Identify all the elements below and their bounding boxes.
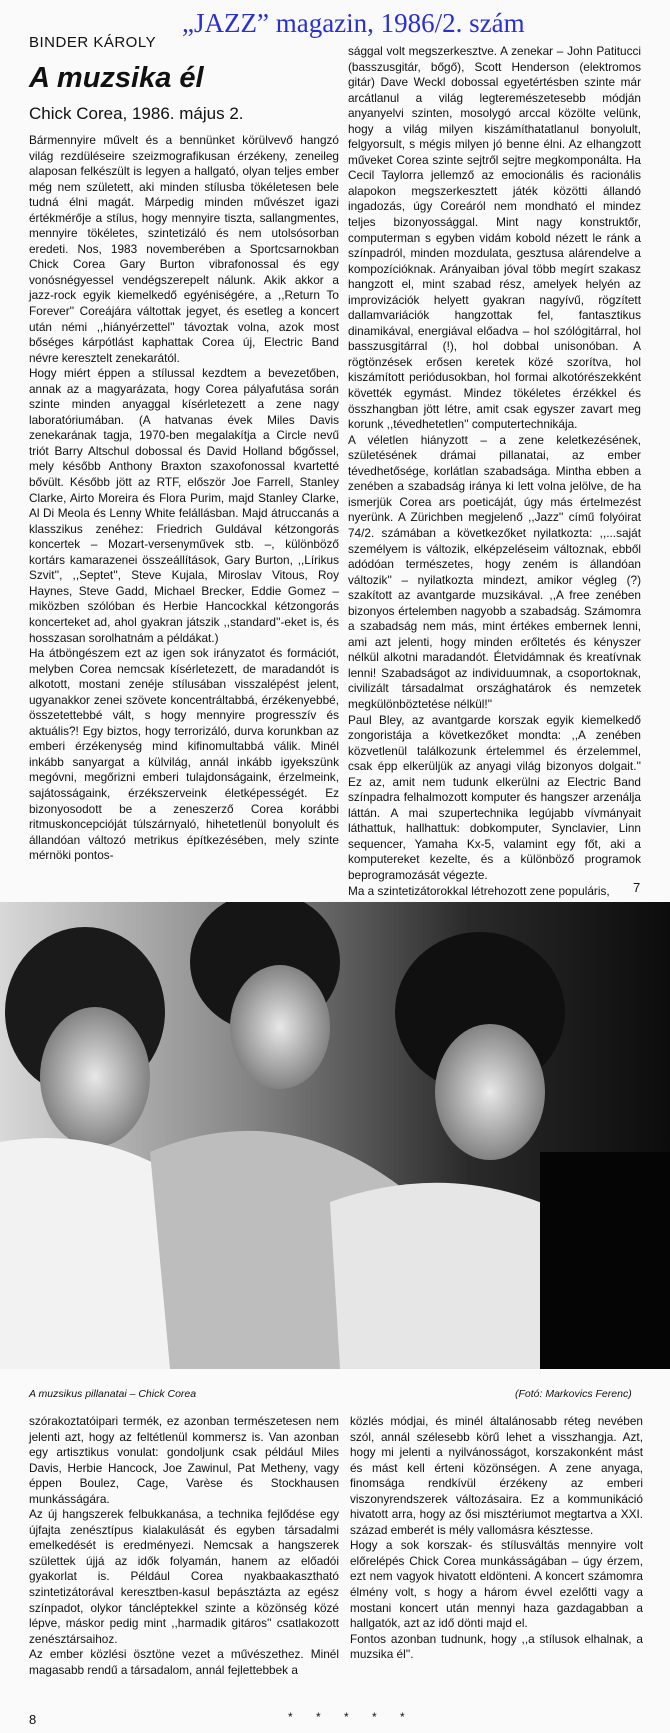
article-subtitle: Chick Corea, 1986. május 2. [29,104,244,123]
concert-photo [0,902,670,1369]
page-number-bottom: 8 [29,1712,37,1727]
paragraph: Hogy a sok korszak- és stílusváltás mennyire volt előrelépés Chick Corea munkásságában – úgy érzem, ezt nem vagyok hivatott eldönteni. A koncert számomra élmény volt, s hogy a három évvel ezelőtti vagy a mostani koncert után mennyi haza gazdagabban a hallgatók, azt az idő dönti majd el. [350,1538,643,1631]
author-name: BINDER KÁROLY [29,34,157,51]
page-number-top: 7 [633,880,641,895]
paragraph: Bármennyire művelt és a bennünket körülvevő hangzó világ rezdüléseire szeizmografikusan érzékeny, zeneileg alaposan felkészült is legyen a hallgató, olyan teljes ember még nem született, aki minden stílusba tökéletesen bele tudná élni magát. Márpedig minden művészet igazi értékmérője a stílus, hogy mennyire tiszta, sallangmentes, mennyire tökéletes, szintetizáló és nem utolsósorban eredeti. Nos, 1983 novemberében a Sportcsarnokban Chick Corea Gary Burton vibrafonossal és egy vonósnégyessel vendégszerepelt nálunk. Akik akkor a jazz-rock egyik kiemelkedő egyéniségére, a ,,Return To Forever'' Coreájára váltottak jegyet, és esetleg a koncert után némi ,,hiányérzettel'' távoztak volna, azok most bőséges kárpótlást kaphattak Corea új, Electric Band névre keresztelt zenekarától. [29,133,339,365]
right-column [348,44,641,899]
photo-credit: (Fotó: Markovics Ferenc) [515,1388,632,1400]
paragraph: Fontos azonban tudnunk, hogy ,,a stílusok elhalnak, a muzsika él''. [350,1631,643,1662]
paragraph: közlés módjai, és minél általánosabb réteg nevében szól, annál szélesebb körű lehet a visszhangja. Azt, hogy mi jelenti a nyilvánosságot, korszakonként mást és mást kell érteni közönségen. A zene anyaga, finomsága rendkívül érzékeny az emberi viszonyrendszerek változásaira. Ez a kommunikáció hivatott arra, hogy az ősi misztériumot megtartva a XXI. század emberét is mély vallomásra késztesse. [350,1414,643,1537]
paragraph: sággal volt megszerkesztve. A zenekar – John Patitucci (basszusgitár, bőgő), Scott Henderson (elektromos gitár) Dave Weckl dobossal egyetértésben szinte már arcátlanul a világ legteremészetesebb módján anyanyelvi szinten, mosolygó arccal közölte velünk, hogy a világ milyen kiszámíthatatlanul bonyolult, felgyorsult, s mégis milyen jó benne élni. Az elhangzott műveket Corea szinte sejtről sejtre megkomponálta. Ha Cecil Taylorra jellemző az emocionális és racionális alapokon megszerkesztett játék közötti állandó ingadozás, úgy Coreáról nem mondható el mindez teljes bizonyossággal. Mint nagy konstruktőr, computerman s egyben vidám kobold nézett le ránk a színpadról, minden mozdulata, gesztusa alárendelve a kompozícióknak. Arányaiban jóval több megírt szakasz hangzott el, mint szabad rész, amelyek helyén az improvizációk helyett gyakran nagyívű, rögzített dallamvariációk hangzottak fel, fantasztikus dinamikával, energiával előadva – hol szólógitárral, hol basszusgitárral (!), hol dobbal unisonóban. A rögtönzések erősen keretek közé szorítva, hol kiszámított periódusokban, hol formai alkotórészekként követték egymást. Mindez tökéletes érzékkel és összhangban jött létre, amit csak egyszer zavart meg korunk ,,tévedhetetlen'' computertechnikája. [348,44,641,432]
musician-photo-image [0,902,670,1369]
article-title: A muzsika él [29,62,204,94]
paragraph: szórakoztatóipari termék, ez azonban természetesen nem jelenti azt, hogy az feltétlenül kommersz is. Van azonban egy artisztikus vonulat: gondoljunk csak például Miles Davis, Herbie Hancock, Joe Zawinul, Pat Metheny, vagy éppen Boulez, Cage, Varèse és Stockhausen munkásságára. [29,1414,339,1506]
paragraph: Az ember közlési ösztöne vezet a művészethez. Minél magasabb rendű a társadalom, annál fejlettebbek a [29,1647,339,1677]
paragraph: A véletlen hiányzott – a zene keletkezésének, születésének drámai pillanatai, az ember tévedhetősége, korlátlan szabadsága. Mintha ebben a zenében a szabadság iránya ki lett volna jelölve, de ha ismerjük Corea ars poeticáját, úgy más értelmezést nyerünk. A Zürichben megjelenő ,,Jazz'' című folyóirat 74/2. számában a következőket nyilatkozta: ,,...saját személyem is változik, elképzeléseim változnak, ebből adódóan természetes, hogy zeném is állandóan változik'' – nyilatkozta mindezt, amikor végleg (?) szakított az avantgarde muzsikával. ,,A free zenében bizonyos értelemben nagyobb a szabadság. Számomra a szabadság nem más, mint értékes embernek lenni, ami azt jelenti, hogy minden erőltetés és kényszer nélkül alkotni maradandót. Életvidámnak és kreatívnak lenni! Szabadságot az individuumnak, a csoportoknak, civilizált társadalmat országhatárok és nemzetek megkülönböztetése nélkül!'' [348,432,641,711]
paragraph: Paul Bley, az avantgarde korszak egyik kiemelkedő zongoristája a következőket mondta: ,,A zenében közvetlenül találkozunk értelemmel és érzelemmel, csak épp elkerüljük az anyagi világ bizonyos dolgait.'' Ez az, amit nem tudunk elkerülni az Electric Band színpadra felhalmozott komputer és hangszer arzenálja láttán. A mai szupertechnika legújabb vívmányait láthattuk, hallhattuk: dobkomputer, Synclavier, Linn sequencer, Yamaha Kx-5, valamint egy főt, aki a komputereket kezelte, és a különböző programok beprogramozását végezte. [348,712,641,882]
paragraph: Ma a szintetizátorokkal létrehozott zene populáris, [348,883,610,898]
bottom-left-column [29,1414,339,1678]
photo-caption: A muzsikus pillanatai – Chick Corea [29,1388,197,1400]
bottom-right-column [350,1414,643,1663]
paragraph: Ha átböngészem ezt az igen sok irányzatot és formációt, melyben Corea nemcsak kísérletezett, de maradandót is alkotott, mostani zenéje stílusában visszalépést jelent, ugyanakkor zenei szövete koncentráltabbá, érzékenyebbé, összetettebbé vált, s hogy mennyire progresszív és aktuális?! Egy biztos, hogy terrorizáló, durva korunkban az emberi érzékenység mind kifinomultabbá válik. Minél inkább sanyargat a külvilág, annál inkább igyekszünk megóvni, megőrizni emberi tulajdonságaink, érzelmeink, sajátosságaink, érzékszerveink életképességét. Ez bizonyosodott be a zeneszerző Corea korábbi ritmuskoncepcióját túlszárnyaló, hihetetlenül bonyolult és állandóan változó metrikus építkezésében, mely szinte mérnöki pontos- [29,646,339,863]
magazine-header: „JAZZ” magazin, 1986/2. szám [182,8,525,38]
paragraph: Az új hangszerek felbukkanása, a technika fejlődése egy újfajta zenésztípus kialakulását és egyben társadalmi emelkedését is eredményezi. Nemcsak a hangszerek születtek újjá az idők folyamán, hanem az előadói gyakorlat is. Például Corea nyakbaakasztható szintetizátorával keresztben-kasul bepásztázta az egész színpadot, olykor táncléptekkel szinte a közönség közé lépve, máskor pedig mint ,,harmadik gitáros'' csatlakozott zenésztársaihoz. [29,1507,339,1646]
section-end-stars: * * * * * [288,1710,415,1724]
left-column [29,133,339,864]
paragraph: Hogy miért éppen a stílussal kezdtem a bevezetőben, annak az a magyarázata, hogy Corea pályafutása során szinte minden anyaggal kísérletezett a zene nagy laboratóriumában. (A hatvanas évek Miles Davis zenekarának tagja, 1970-ben megalakítja a Circle nevű triót Barry Altschul dobossal és David Holland bőgőssel, mely később Anthony Braxton szaxofonossal kvartetté bővült. Később jött az RTF, először Joe Farrell, Stanley Clarke, Airto Moreira és Flora Purim, majd Stanley Clarke, Al Di Meola és Lenny White felállásban. Majd átruccanás a klasszikus zenéhez: Friedrich Guldával kétzongorás koncertek – Mozart-versenyművek stb. –, különböző kortárs kamarazenei összeállítások, Gary Burton, ,,Lírikus Szvit'', ,,Septet'', Steve Kujala, Miroslav Vitous, Roy Haynes, Steve Gadd, Michael Brecker, Eddie Gomez – miközben szólóban és Herbie Hancockkal kétzongorás koncerteket ad, ahol gyakran játszik ,,standard''-eket is, és hosszasan sorolhatnám a példákat.) [29,366,339,645]
